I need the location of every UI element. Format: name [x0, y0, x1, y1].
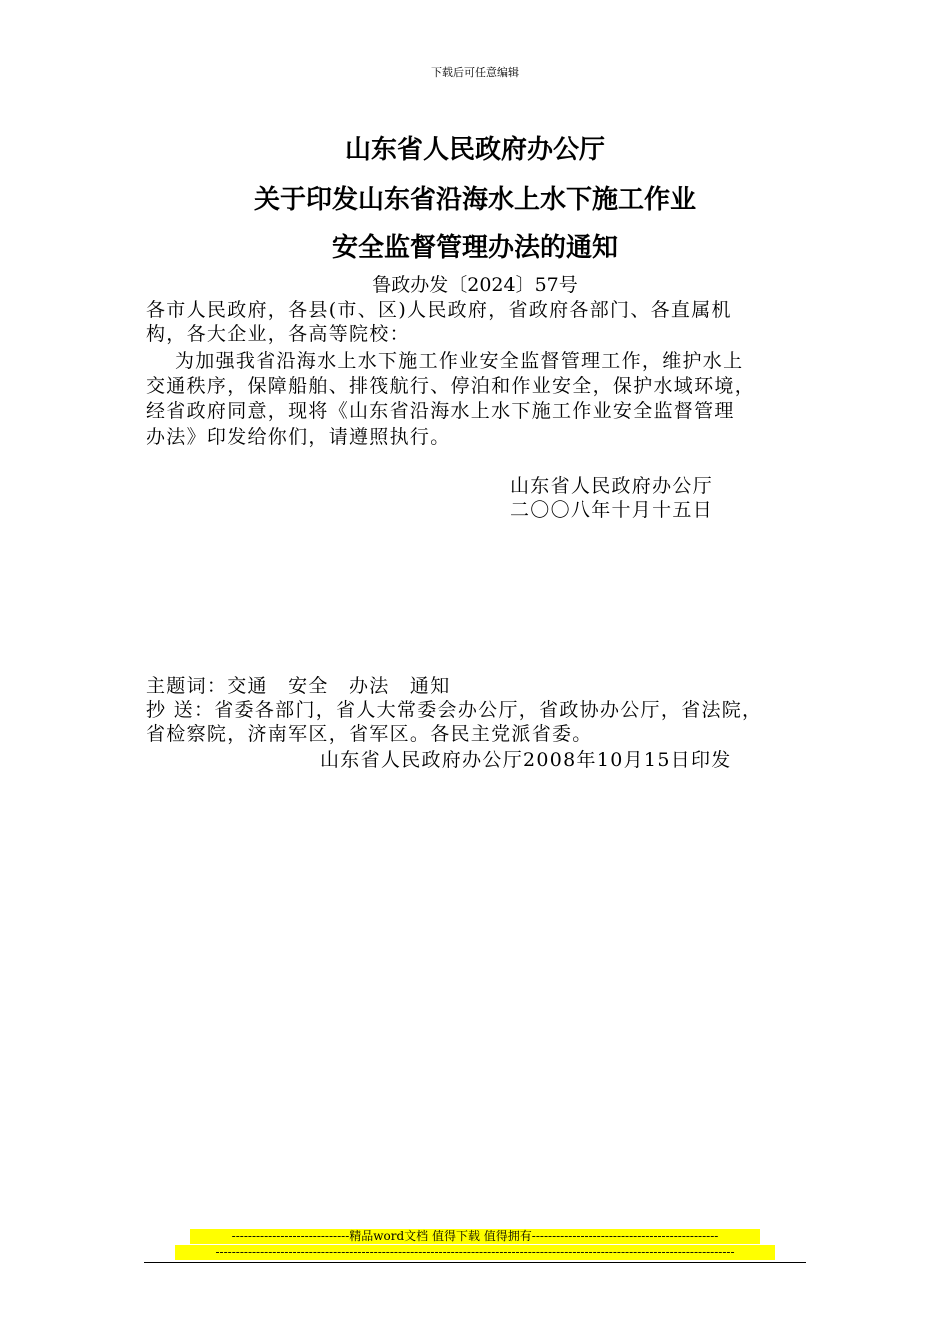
signature-date: 二〇〇八年十月十五日	[510, 499, 714, 521]
addressee-line-2: 构，各大企业，各高等院校：	[146, 323, 410, 345]
banner-line-1: -----------------------------精品word文档 值得下载 值得拥有----------------------------------------------	[190, 1229, 760, 1244]
footer-rule	[144, 1262, 806, 1263]
title-line-3: 安全监督管理办法的通知	[331, 233, 618, 263]
document-number: 鲁政办发〔2024〕57号	[372, 274, 578, 296]
cc-line-2: 省检察院，济南军区，省军区。各民主党派省委。	[146, 723, 593, 745]
banner-line-2: --------------------------------------------------------------------------------------------------------------------------------	[175, 1245, 775, 1260]
subject-keywords: 主题词：交通 安全 办法 通知	[146, 675, 451, 697]
header-note: 下载后可任意编辑	[431, 66, 519, 79]
cc-line-1: 抄 送：省委各部门，省人大常委会办公厅，省政协办公厅，省法院，	[146, 699, 763, 721]
body-line-1: 为加强我省沿海水上水下施工作业安全监督管理工作，维护水上	[175, 350, 744, 372]
printed-line: 山东省人民政府办公厅2008年10月15日印发	[320, 749, 732, 771]
body-line-3: 经省政府同意，现将《山东省沿海水上水下施工作业安全监督管理	[146, 400, 735, 422]
body-line-2: 交通秩序，保障船舶、排筏航行、停泊和作业安全，保护水域环境，	[146, 375, 756, 397]
addressee-line-1: 各市人民政府，各县(市、区)人民政府，省政府各部门、各直属机	[146, 299, 732, 321]
title-line-2: 关于印发山东省沿海水上水下施工作业	[253, 185, 696, 215]
title-line-1: 山东省人民政府办公厅	[344, 135, 605, 165]
body-line-4: 办法》印发给你们，请遵照执行。	[146, 426, 451, 448]
signature-issuer: 山东省人民政府办公厅	[510, 475, 714, 497]
